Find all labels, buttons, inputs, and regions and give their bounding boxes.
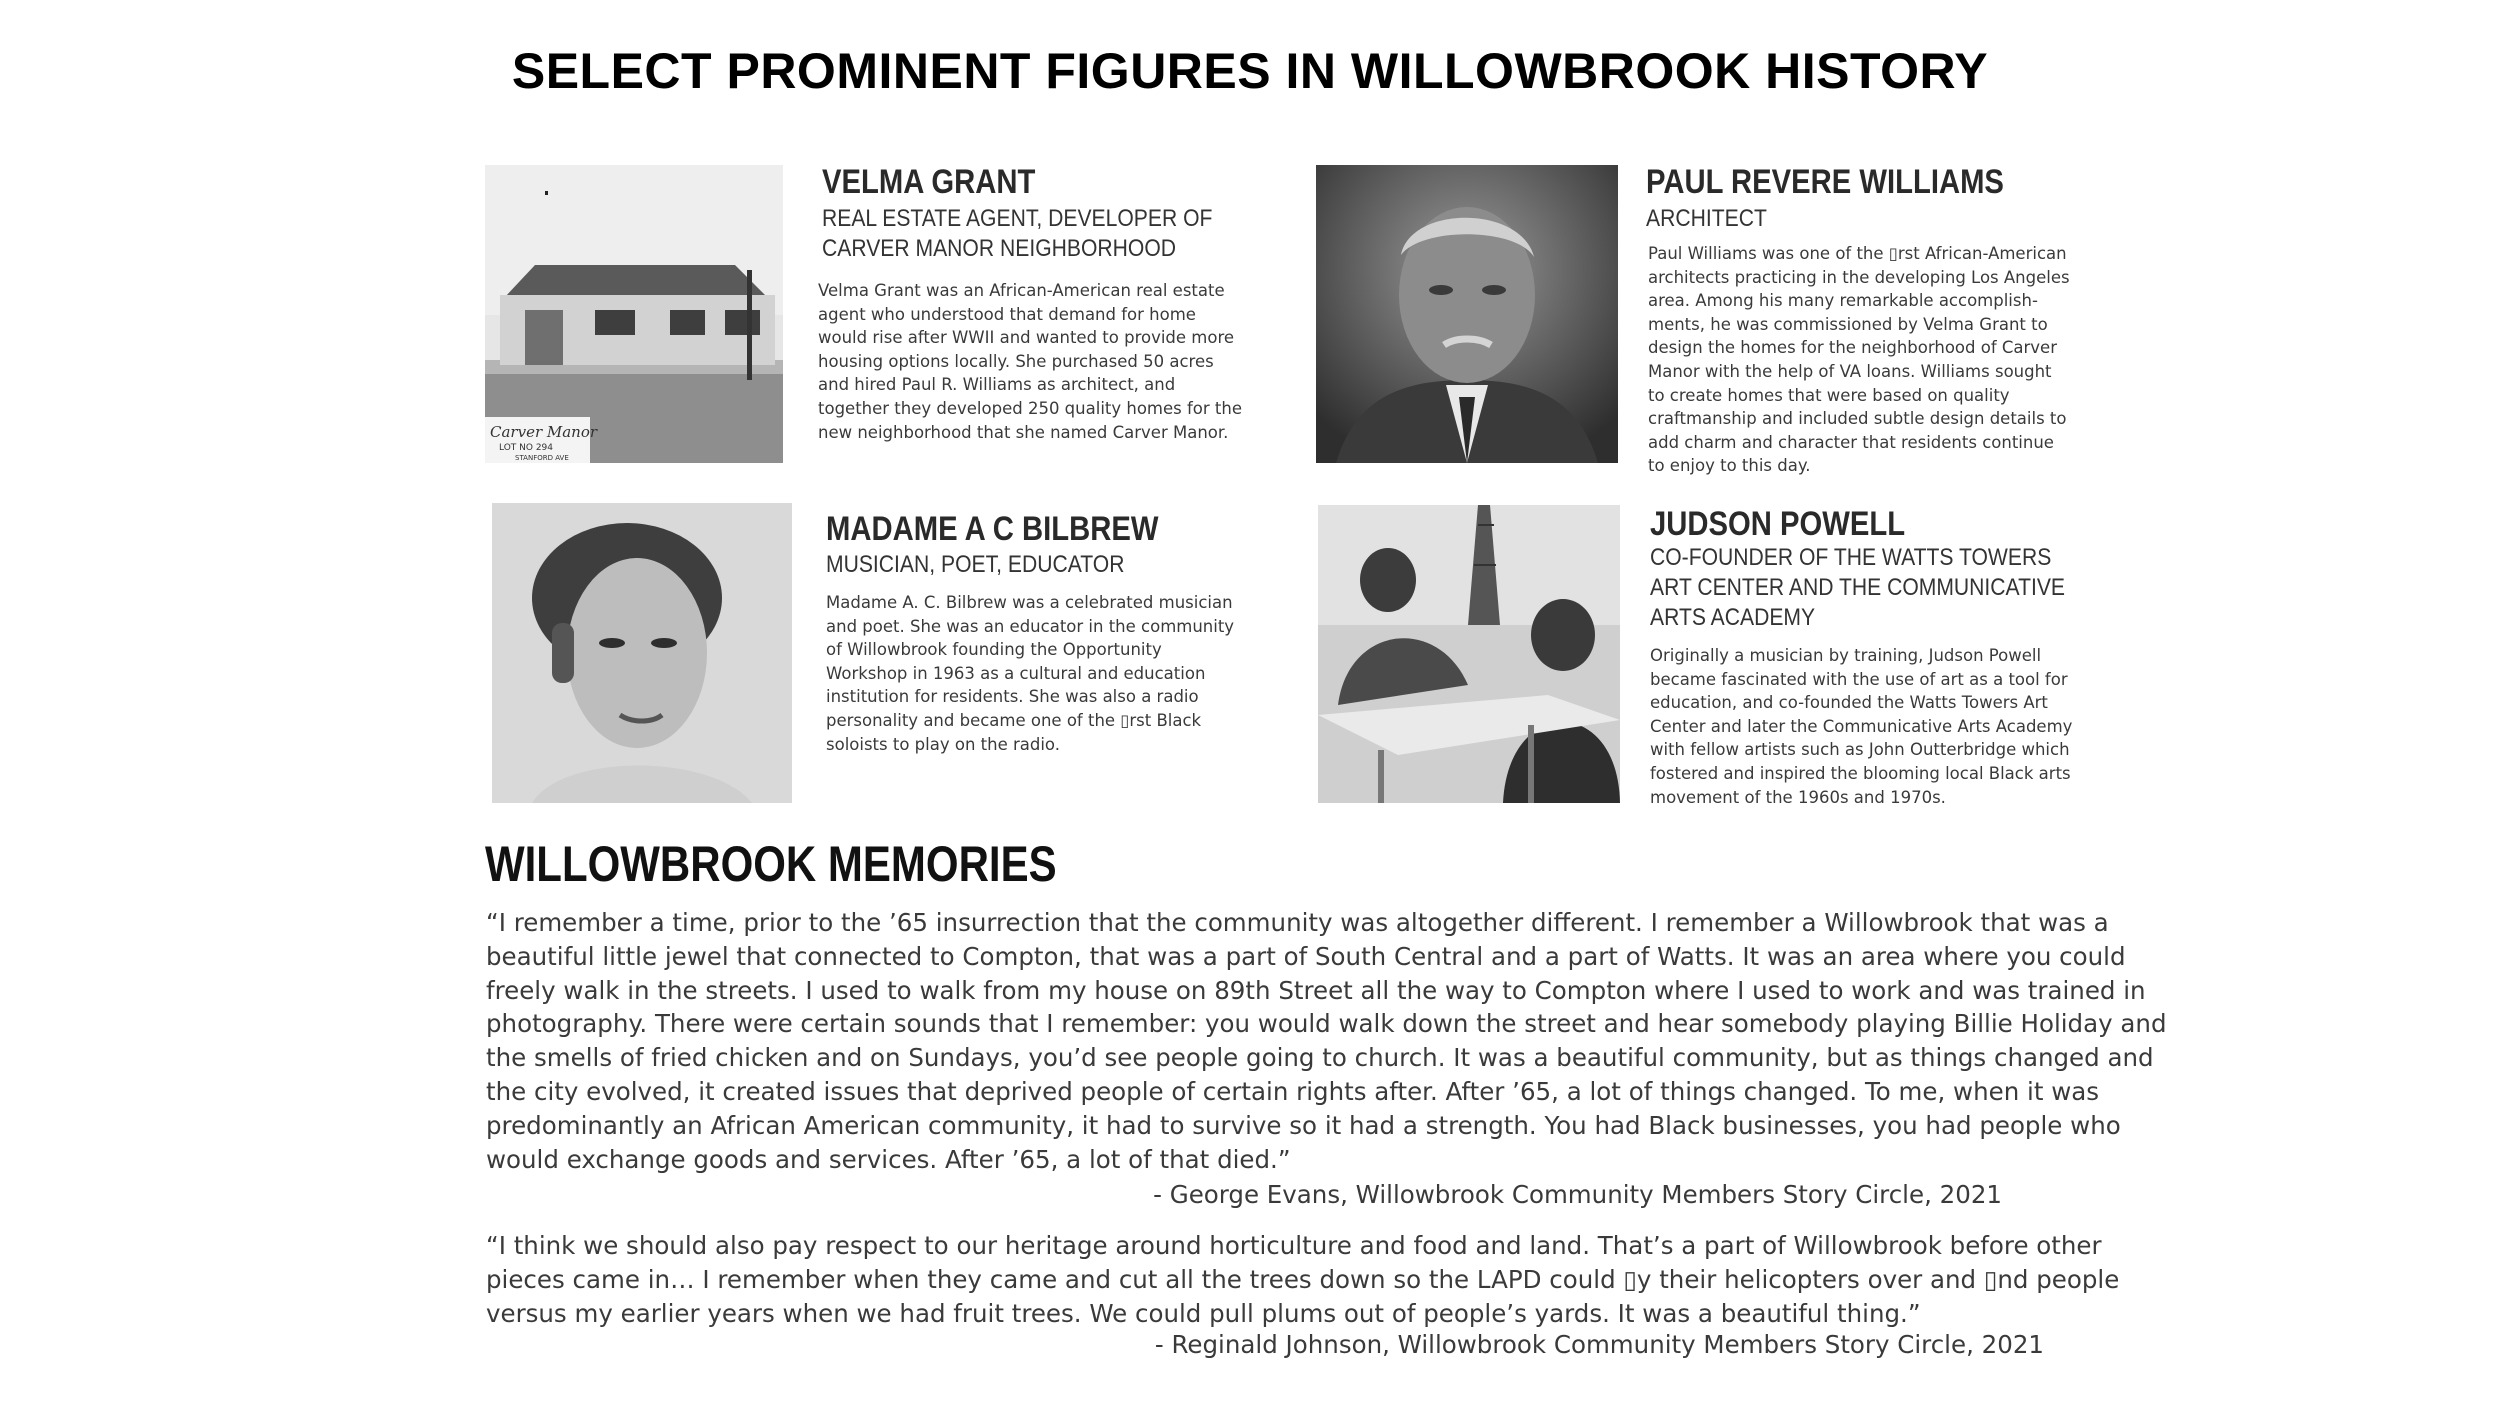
photo-sign-text: Carver Manor: [490, 423, 598, 441]
figure-role: MUSICIAN, POET, EDUCATOR: [826, 551, 1125, 578]
figure-name: MADAME A C BILBREW: [826, 510, 1159, 548]
figure-name: VELMA GRANT: [822, 163, 1036, 201]
memories-title: WILLOWBROOK MEMORIES: [485, 836, 1057, 892]
figure-bio: Originally a musician by training, Judson Powell became fascinated with the use of art as a tool for education, and co-founded the Watts Towers Art Center and later the Communicative Arts Academy with fellow artists such as John Outterbridge which fostered and inspired the blooming local Black arts movement of the 1960s and 1970s.: [1650, 646, 2073, 807]
figure-name: PAUL REVERE WILLIAMS: [1646, 163, 2004, 201]
memory-quote-reginald-johnson: “I think we should also pay respect to our heritage around horticulture and food and land. That’s a part of Willowbrook before other pieces came in… I remember when they came and cut all the trees down so the LAPD could ▯y their helicopters over and ▯nd people versus my earlier years when we had fruit trees. We could pull plums out of people’s yards. It was a beautiful thing.”: [486, 1231, 2120, 1328]
bilbrew-portrait: [492, 503, 792, 803]
figure-bio: Madame A. C. Bilbrew was a celebrated musician and poet. She was an educator in the community of Willowbrook founding the Opportunity Workshop in 1963 as a cultural and education institution for residents. She was also a radio personality and became one of the ▯rst Black soloists to play on the radio.: [826, 593, 1235, 754]
figure-name: JUDSON POWELL: [1650, 505, 1906, 543]
quote-attribution: - George Evans, Willowbrook Community Members Story Circle, 2021: [1153, 1180, 2002, 1209]
memory-quote-george-evans: “I remember a time, prior to the ’65 insurrection that the community was altogether different. I remember a Willowbrook that was a beautiful little jewel that connected to Compton, that was a part of South Central and a part of Watts. It was an area where you could freely walk in the streets. I used to walk from my house on 89th Street all the way to Compton where I used to work and was trained in photography. There were certain sounds that I remember: you would walk down the street and hear somebody playing Billie Holiday and the smells of fried chicken and on Sundays, you’d see people going to church. It was a beautiful community, but as things changed and the city evolved, it created issues that deprived people of certain rights after. After ’65, a lot of things changed. To me, when it was predominantly an African American community, it had to survive so it had a strength. You had Black businesses, you had people who would exchange goods and services. After ’65, a lot of that died.”: [486, 908, 2167, 1174]
figure-role: CO-FOUNDER OF THE WATTS TOWERS ART CENTER AND THE COMMUNICATIVE ARTS ACADEMY: [1650, 544, 2066, 631]
figure-role: ARCHITECT: [1646, 205, 1767, 232]
photo-sign-street: STANFORD AVE: [515, 454, 569, 462]
judson-powell-photo: [1318, 505, 1620, 803]
quote-attribution: - Reginald Johnson, Willowbrook Community Members Story Circle, 2021: [1154, 1330, 2044, 1359]
page-title: SELECT PROMINENT FIGURES IN WILLOWBROOK HISTORY: [511, 43, 1989, 99]
photo-sign-lot: LOT NO 294: [499, 443, 553, 453]
figure-bio: Paul Williams was one of the ▯rst African-American architects practicing in the developing Los Angeles area. Among his many remarkable accomplish- ments, he was commissioned by Velma Grant to design the homes for the neighborhood of Carver Manor with the help of VA loans. Williams sought to create homes that were based on quality craftmanship and included subtle design details to add charm and character that residents continue to enjoy to this day.: [1648, 244, 2070, 476]
figure-bio: Velma Grant was an African-American real estate agent who understood that demand for home would rise after WWII and wanted to provide more housing options locally. She purchased 50 acres and hired Paul R. Williams as architect, and together they developed 250 quality homes for the new neighborhood that she named Carver Manor.: [818, 281, 1243, 442]
figure-role: REAL ESTATE AGENT, DEVELOPER OF CARVER MANOR NEIGHBORHOOD: [822, 205, 1213, 262]
carver-manor-house-photo: [485, 165, 783, 463]
paul-williams-portrait: [1316, 165, 1618, 463]
